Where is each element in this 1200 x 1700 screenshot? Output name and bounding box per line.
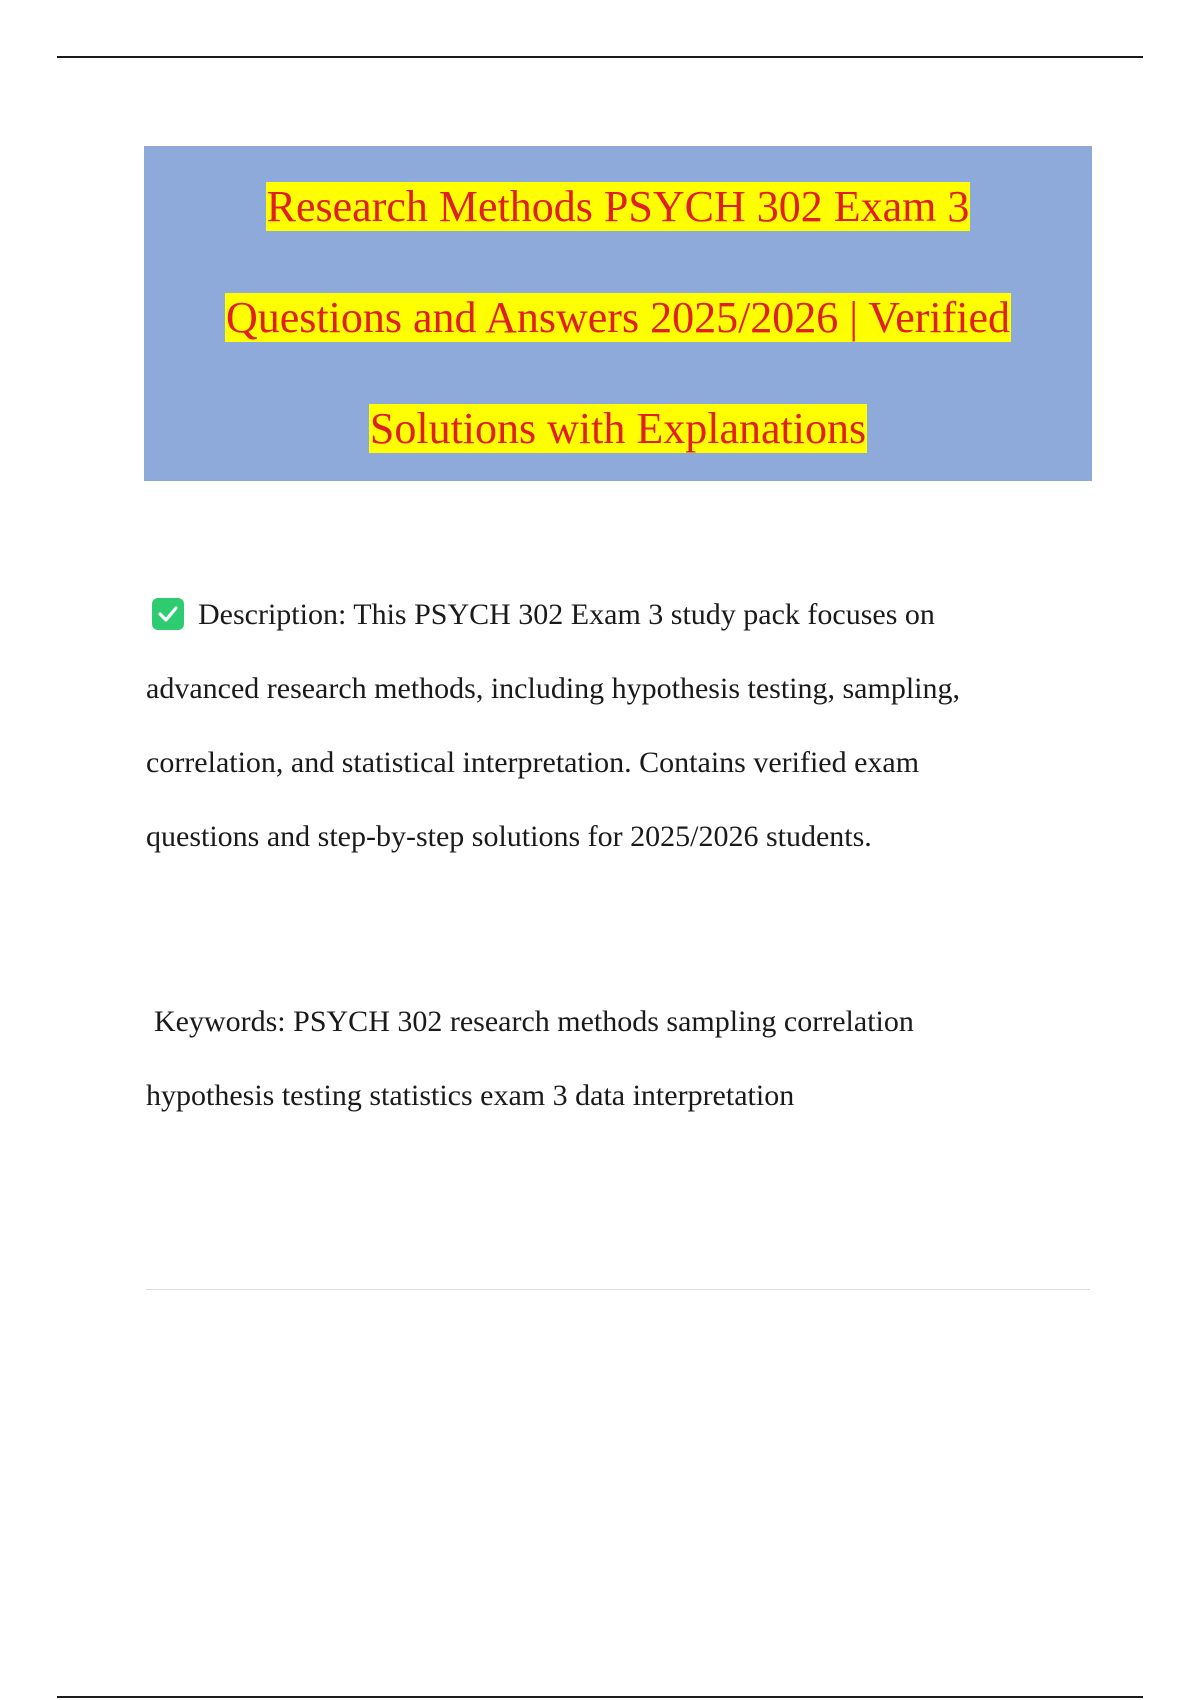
page-bottom-rule bbox=[57, 1696, 1143, 1698]
description-text: Description: This PSYCH 302 Exam 3 study pack focuses on bbox=[198, 598, 935, 631]
description-line: questions and step-by-step solutions for 2025/2026 students. bbox=[146, 820, 872, 853]
page-top-rule bbox=[57, 56, 1143, 58]
keywords-line: Keywords: PSYCH 302 research methods sampling correlation bbox=[154, 1005, 914, 1038]
description-line: correlation, and statistical interpretation. Contains verified exam bbox=[146, 746, 920, 779]
title-banner bbox=[144, 146, 1092, 481]
section-divider bbox=[146, 1289, 1090, 1290]
check-box-icon bbox=[152, 598, 184, 630]
description-block bbox=[146, 578, 1086, 874]
title-line: Questions and Answers 2025/2026 | Verified bbox=[225, 293, 1011, 342]
title-line: Research Methods PSYCH 302 Exam 3 bbox=[266, 182, 970, 231]
description-line: advanced research methods, including hypothesis testing, sampling, bbox=[146, 672, 960, 705]
keywords-block bbox=[146, 985, 1086, 1133]
title-line: Solutions with Explanations bbox=[369, 404, 867, 453]
description-line bbox=[146, 578, 1086, 652]
keywords-line: hypothesis testing statistics exam 3 data interpretation bbox=[146, 1079, 795, 1112]
